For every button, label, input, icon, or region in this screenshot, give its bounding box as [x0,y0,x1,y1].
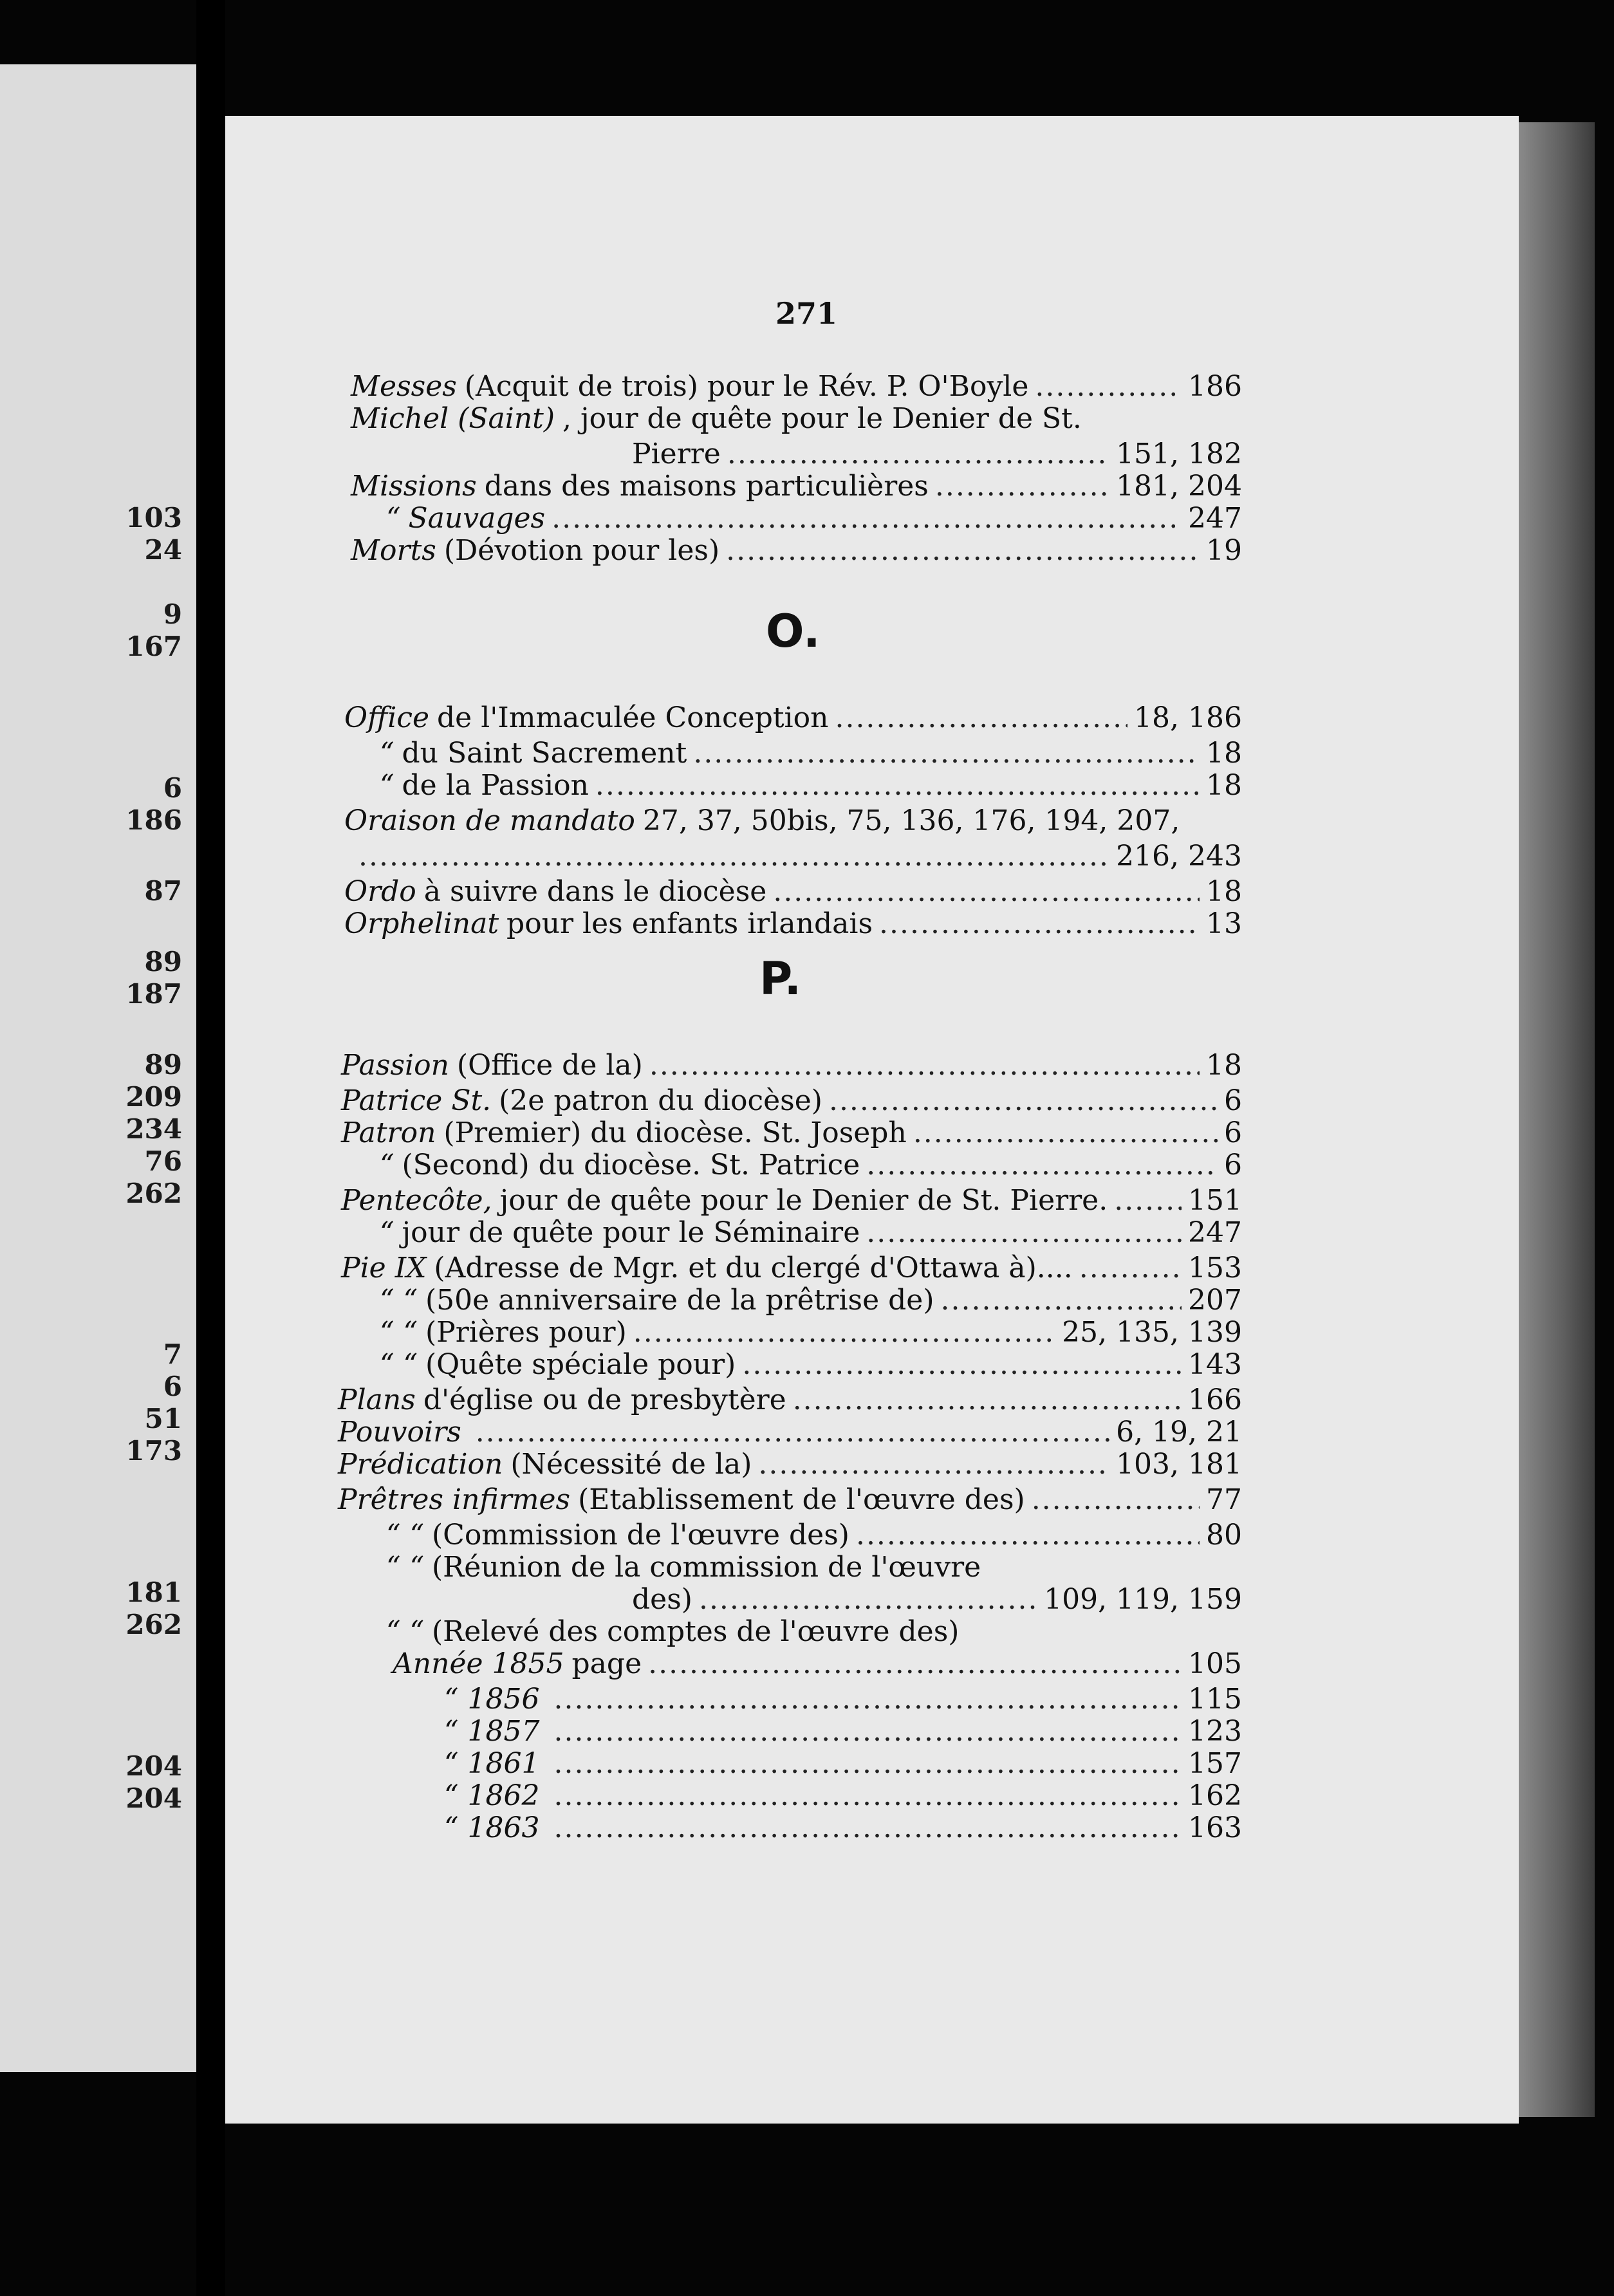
leader-dots [829,1084,1218,1118]
entry-heading: “ [380,737,394,770]
entry-heading: Patron [341,1116,436,1149]
index-entry [351,470,1242,503]
entry-pages: 123 [1188,1715,1242,1748]
entry-pages: 18 [1206,875,1242,908]
index-entry [444,1715,1242,1748]
entry-pages: 162 [1188,1779,1242,1812]
entry-pages: 105 [1188,1647,1242,1680]
entry-pages: 115 [1188,1683,1242,1716]
entry-pages: 157 [1188,1747,1242,1780]
index-entry [444,1811,1242,1845]
entry-pages: 216, 243 [1116,840,1242,873]
facing-page-number: 9 [163,598,182,630]
leader-dots [1114,1184,1182,1217]
index-entry [338,1483,1242,1517]
book-gutter [196,0,225,2296]
index-entry [341,1184,1242,1217]
facing-page-number: 181 [125,1577,182,1608]
facing-page-number: 89 [144,946,182,977]
entry-text: (Second) du diocèse. St. Patrice [402,1149,860,1181]
index-entry [351,370,1242,403]
facing-page-number: 204 [125,1782,182,1814]
leader-dots [1032,1483,1200,1517]
facing-page-number: 89 [144,1049,182,1080]
entry-text: (Etablissement de l'œuvre des) [578,1483,1025,1516]
entry-pages: 163 [1188,1811,1242,1844]
entry-text: (Quête spéciale pour) [425,1348,736,1381]
entry-pages: 143 [1188,1348,1242,1381]
leader-dots [476,1416,1109,1449]
index-entry [624,1583,1242,1616]
leader-dots [866,1149,1218,1182]
facing-page-number: 187 [125,978,182,1010]
facing-page-number: 87 [144,875,182,907]
entry-heading: Missions [351,470,477,503]
entry-heading: “ 1857 [444,1715,540,1748]
entry-text: (Acquit de trois) pour le Rév. P. O'Boyle [464,370,1029,403]
entry-text: jour de quête pour le Denier de St. Pierre. [499,1184,1108,1217]
entry-text: Sauvages [408,502,546,535]
entry-pages: 181, 204 [1116,470,1242,503]
entry-pages: 80 [1206,1519,1242,1551]
entry-text: à suivre dans le diocèse [423,875,767,908]
index-entry [380,1348,1242,1382]
index-entry [344,907,1242,941]
entry-pages: 18 [1206,737,1242,770]
index-entry [344,875,1242,909]
entry-text: d'église ou de presbytère [423,1384,786,1416]
entry-text: Pierre [632,438,721,470]
entry-heading: Prêtres infirmes [338,1483,571,1516]
index-entry [624,438,1242,471]
entry-text: (Relevé des comptes de l'œuvre des) [431,1615,960,1648]
entry-text: des) [632,1583,692,1616]
leader-dots [835,701,1127,735]
index-entry [344,701,1242,735]
entry-text: 27, 37, 50bis, 75, 136, 176, 194, 207, [642,804,1180,837]
entry-text: (Premier) du diocèse. St. Joseph [443,1116,907,1149]
entry-text: pour les enfants irlandais [506,907,873,940]
leader-dots [358,840,1109,873]
entry-heading: Passion [341,1049,449,1082]
entry-text: (50e anniversaire de la prêtrise de) [425,1284,934,1317]
facing-page-number: 262 [125,1609,182,1640]
entry-heading: “ 1861 [444,1747,540,1780]
facing-page-number: 204 [125,1750,182,1782]
facing-page-number: 234 [125,1113,182,1145]
entry-pages: 25, 135, 139 [1062,1316,1242,1349]
leader-dots [727,438,1109,471]
entry-heading: Orphelinat [344,907,499,940]
facing-page-number: 209 [125,1081,182,1113]
entry-heading: Office [344,701,429,734]
entry-pages: 18 [1206,1049,1242,1082]
section-letter-p: P. [759,952,802,1005]
index-entry [386,1519,1242,1552]
entry-heading: “ 1863 [444,1811,540,1844]
entry-heading: “ [380,769,394,802]
leader-dots [1079,1252,1182,1285]
leader-dots [793,1384,1182,1417]
index-entry [341,1252,1242,1285]
leader-dots [633,1316,1055,1349]
index-entry [344,840,1242,873]
entry-heading: Pouvoirs [338,1416,461,1449]
entry-pages: 151 [1188,1184,1242,1217]
index-entry [351,534,1242,568]
entry-heading: Morts [351,534,436,567]
facing-page-number: 262 [125,1178,182,1209]
index-entry [380,737,1242,770]
entry-text: (2e patron du diocèse) [499,1084,822,1117]
index-entry [380,769,1242,802]
index-entry [444,1779,1242,1813]
leader-dots [699,1583,1037,1616]
entry-heading: Ordo [344,875,416,908]
index-entry [444,1683,1242,1716]
facing-page-number: 6 [163,772,182,804]
entry-pages: 247 [1188,1216,1242,1249]
leader-dots [649,1049,1200,1082]
page-number: 271 [775,296,838,331]
entry-heading: Année 1855 [393,1647,564,1680]
index-entry [380,1149,1242,1182]
index-entry [380,1284,1242,1317]
entry-pages: 166 [1188,1384,1242,1416]
facing-page-number: 51 [144,1403,182,1434]
entry-pages: 186 [1188,370,1242,403]
entry-text: (Prières pour) [425,1316,627,1349]
index-entry [341,1049,1242,1082]
entry-pages: 6 [1224,1116,1242,1149]
entry-heading: Plans [338,1384,416,1416]
leader-dots [553,1715,1182,1748]
facing-page-number: 103 [125,502,182,533]
entry-heading: Michel (Saint) [351,402,555,435]
leader-dots [1035,370,1182,403]
entry-pages: 247 [1188,502,1242,535]
leader-dots [726,534,1200,568]
leader-dots [553,1683,1182,1716]
entry-text: , jour de quête pour le Denier de St. [562,402,1082,435]
entry-heading: Patrice St. [341,1084,492,1117]
leader-dots [773,875,1200,909]
entry-heading: “ 1856 [444,1683,540,1716]
entry-heading: “ “ [380,1284,418,1317]
entry-pages: 18, 186 [1134,701,1242,734]
page-edge-shadow [1519,122,1595,2117]
index-entry [386,1615,1242,1649]
entry-pages: 19 [1206,534,1242,567]
leader-dots [595,769,1200,802]
leader-dots [879,907,1200,941]
facing-page-number: 167 [125,631,182,662]
entry-pages: 151, 182 [1116,438,1242,470]
section-letter-o: O. [766,605,821,658]
entry-heading: “ “ [386,1615,424,1648]
index-entry [444,1747,1242,1781]
index-entry [341,1116,1242,1150]
entry-pages: 103, 181 [1116,1448,1242,1481]
entry-pages: 153 [1188,1252,1242,1284]
entry-pages: 207 [1188,1284,1242,1317]
index-entry [380,1216,1242,1250]
index-entry [338,1416,1242,1449]
entry-pages: 13 [1206,907,1242,940]
entry-text: (Nécessité de la) [510,1448,752,1481]
entry-heading: “ 1862 [444,1779,540,1812]
facing-page-number: 186 [125,804,182,836]
leader-dots [552,502,1182,535]
facing-page-number: 6 [163,1371,182,1402]
leader-dots [856,1519,1200,1552]
facing-page-number: 173 [125,1435,182,1467]
facing-page-edge [0,64,196,2072]
entry-pages: 18 [1206,769,1242,802]
leader-dots [866,1216,1182,1250]
leader-dots [553,1811,1182,1845]
index-entry [344,804,1242,838]
entry-text: (Dévotion pour les) [443,534,720,567]
leader-dots [553,1747,1182,1781]
facing-page-number: 7 [163,1338,182,1370]
index-entry [351,402,1242,436]
facing-page-number: 24 [144,534,182,566]
facing-page-number: 76 [144,1145,182,1177]
entry-text: jour de quête pour le Séminaire [402,1216,860,1249]
entry-heading: Messes [351,370,457,403]
entry-text: page [571,1647,642,1680]
leader-dots [758,1448,1109,1481]
index-entry [341,1084,1242,1118]
leader-dots [553,1779,1182,1813]
entry-heading: “ “ [380,1348,418,1381]
index-entry [386,502,1242,535]
entry-heading: Pie IX [341,1252,427,1284]
leader-dots [742,1348,1182,1382]
entry-heading: “ “ [386,1551,424,1584]
leader-dots [648,1647,1182,1681]
entry-text: (Adresse de Mgr. et du clergé d'Ottawa à).... [434,1252,1073,1284]
entry-pages: 6 [1224,1149,1242,1181]
index-page [225,116,1519,2124]
entry-heading: Pentecôte, [341,1184,492,1217]
entry-heading: “ “ [386,1519,424,1551]
entry-heading: “ [380,1216,394,1249]
index-entry [393,1647,1242,1681]
entry-text: de la Passion [402,769,589,802]
entry-heading: “ [386,502,401,535]
entry-heading: Oraison de mandato [344,804,635,837]
entry-text: du Saint Sacrement [402,737,687,770]
entry-text: (Office de la) [456,1049,643,1082]
leader-dots [913,1116,1218,1150]
index-entry [338,1448,1242,1481]
index-entry [338,1384,1242,1417]
entry-heading: Prédication [338,1448,503,1481]
entry-text: dans des maisons particulières [484,470,929,503]
leader-dots [693,737,1200,770]
entry-pages: 109, 119, 159 [1044,1583,1242,1616]
entry-text: de l'Immaculée Conception [437,701,829,734]
index-entry [380,1316,1242,1349]
entry-pages: 6 [1224,1084,1242,1117]
entry-pages: 77 [1206,1483,1242,1516]
entry-heading: “ [380,1149,394,1181]
leader-dots [941,1284,1182,1317]
entry-heading: “ “ [380,1316,418,1349]
index-entry [386,1551,1242,1584]
leader-dots [935,470,1109,503]
entry-text: (Réunion de la commission de l'œuvre [431,1551,981,1584]
entry-pages: 6, 19, 21 [1116,1416,1242,1449]
entry-text: (Commission de l'œuvre des) [431,1519,849,1551]
